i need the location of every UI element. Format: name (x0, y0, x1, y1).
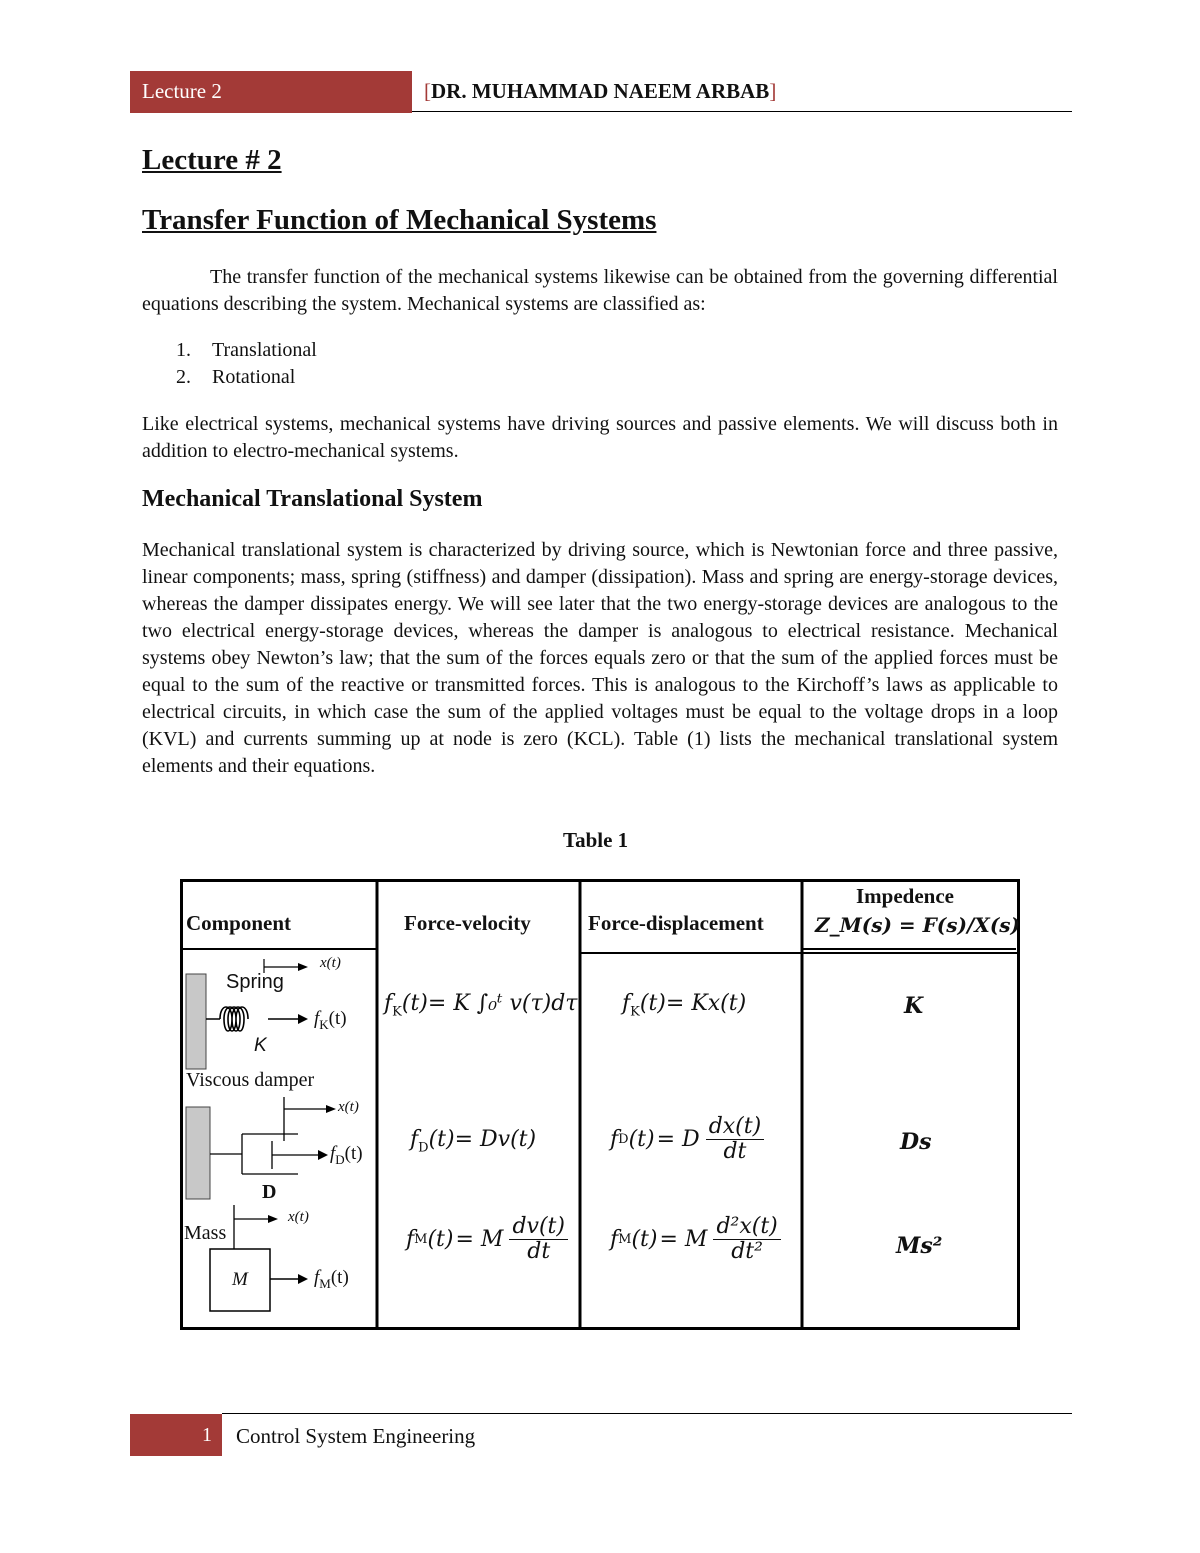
mass-label: Mass (184, 1222, 227, 1244)
bracket-close: ] (769, 79, 777, 103)
mass-symbol: M (232, 1269, 248, 1290)
spring-label: Spring (226, 971, 284, 993)
damper-disp-label: x(t) (338, 1099, 359, 1115)
bracket-open: [ (424, 79, 431, 103)
damper-impedance: Ds (900, 1129, 932, 1155)
mass-impedance: Ms² (896, 1233, 943, 1259)
translational-paragraph: Mechanical translational system is characterized by driving source, which is Newtonian force and three passive, linear components; mass, spring (stiffness) and damper (dissipation). Mass and spring are energy-storage devices, whereas the damper dissipates energy. We will see later that the two energy-storage devices are analogous to the two electrical energy-storage devices, whereas the damper is analogous to electrical resistance. Mechanical systems obey Newton’s law; that the sum of the forces equals zero or that the sum of the applied forces must be equal to the sum of the reactive or transmitted forces. This is analogous to the Kirchoff’s laws as applicable to electrical circuits, in which case the sum of the applied voltages must be equal to the voltage drops in a loop (KVL) and currents summing up at node is zero (KCL). Table (1) lists the mechanical translational system elements and their equations. (142, 539, 1058, 777)
intro-paragraph: The transfer function of the mechanical systems likewise can be obtained from the governing differential equations describing the system. Mechanical systems are classified as: (142, 266, 1058, 315)
lecture-title: Lecture # 2 (142, 144, 282, 176)
col-header-force-velocity: Force-velocity (404, 911, 531, 935)
author-name: DR. MUHAMMAD NAEEM ARBAB (431, 79, 770, 103)
damper-symbol: D (262, 1181, 277, 1203)
section-title: Transfer Function of Mechanical Systems (142, 204, 657, 236)
spring-impedance: K (904, 993, 924, 1019)
mass-disp-label: x(t) (288, 1209, 309, 1225)
header-rule (412, 111, 1072, 112)
mass-force-velocity: f M (t) = M $\frac{dv(t)}{dt}$ (406, 1215, 568, 1264)
mass-force-displacement: f M (t) = M $\frac{\text{d²x(t)}}{\text{dt²}}$ (610, 1215, 781, 1264)
header-lecture-label: Lecture 2 (142, 79, 222, 103)
table-caption: Table 1 (563, 828, 629, 852)
like-paragraph: Like electrical systems, mechanical systems have driving sources and passive elements. We will discuss both in addition to electro-mechanical systems. (142, 413, 1058, 462)
spring-symbol: K (254, 1035, 267, 1056)
subsection-heading: Mechanical Translational System (142, 486, 483, 512)
list-item: 2. Rotational (176, 366, 296, 388)
footer-rule (222, 1413, 1072, 1414)
spring-disp-label: x(t) (320, 955, 341, 971)
damper-force-velocity: $f_D(t)= Dv(t)$ (410, 1127, 537, 1156)
damper-force-displacement: f D (t) = D $\frac{dx(t)}{dt}$ (610, 1115, 764, 1164)
col-header-impedance: Impedence (856, 884, 954, 908)
classification-list (142, 337, 317, 391)
page-number: 1 (202, 1424, 212, 1446)
spring-force-displacement: $f_K(t)= Kx(t)$ (622, 991, 747, 1020)
damper-force-label: $f_D(t)$ (330, 1143, 363, 1167)
damper-diagram (186, 1097, 336, 1199)
spring-force-label: $f_K(t)$ (314, 1008, 347, 1032)
list-item: 1. Translational (176, 339, 317, 361)
col-header-component: Component (186, 911, 292, 935)
table-grid (180, 879, 1020, 1330)
damper-label: Viscous damper (186, 1069, 315, 1091)
elements-table (180, 879, 1020, 1330)
col-header-force-displacement: Force-displacement (588, 911, 764, 935)
spring-force-velocity: $f_K(t)= K$ ∫₀ᵗ v(τ)dτ (384, 991, 578, 1020)
impedance-formula: Z_M(s) = F(s)/X(s) (815, 913, 1020, 937)
mass-force-label: $f_M(t)$ (314, 1267, 349, 1291)
footer-course: Control System Engineering (236, 1424, 476, 1448)
header-author (424, 79, 776, 104)
